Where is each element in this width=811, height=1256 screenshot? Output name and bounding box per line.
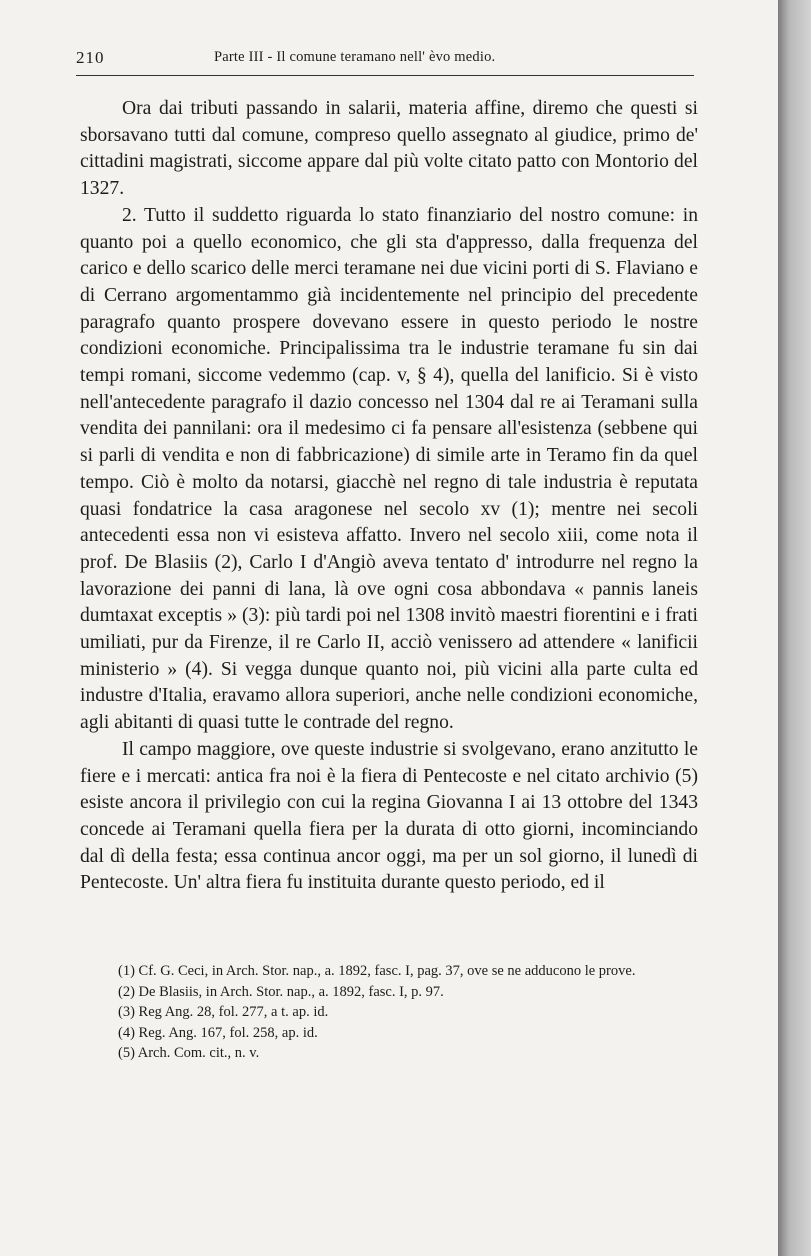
- paragraph-1: Ora dai tributi passando in salarii, materia affine, diremo che questi si sborsavano tutti dal comune, compreso quello assegnato al giudice, primo de' cittadini magistrati, siccome appare dal più volte citato patto con Montorio del 1327.: [80, 98, 698, 200]
- footnote-2: (2) De Blasiis, in Arch. Stor. nap., a. 1892, fasc. I, p. 97.: [118, 983, 444, 1000]
- footnote-3: (3) Reg Ang. 28, fol. 277, a t. ap. id.: [118, 1004, 329, 1020]
- header-rule: [76, 75, 694, 76]
- paragraph-3: Il campo maggiore, ove queste industrie si svolgevano, erano anzitutto le fiere e i mercati: antica fra noi è la fiera di Pentecoste e nel citato archivio (5) esiste ancora il privilegio con cui la regina Giovanna I ai 13 ottobre del 1343 concede ai Teramani quella fiera per la durata di otto giorni, incominciando dal dì della festa; essa continua ancor oggi, ma per un sol giorno, il lunedì di Pentecoste. Un' altra fiera fu instituita durante questo periodo, ed il: [80, 738, 698, 894]
- body-text: [80, 96, 698, 897]
- running-head: Parte III - Il comune teramano nell' èvo medio.: [214, 49, 496, 65]
- footnote-5: (5) Arch. Com. cit., n. v.: [118, 1045, 260, 1061]
- paragraph-2: 2. Tutto il suddetto riguarda lo stato finanziario del nostro comune: in quanto poi a quello economico, che gli sta d'appresso, dalla frequenza del carico e dello scarico delle merci teramane nei due vicini porti di S. Flaviano e di Cerrano argomentammo già incidentemente nel principio del precedente paragrafo quanto prospere dovevano essere in questo periodo le nostre condizioni economiche. Principalissima tra le industrie teramane fu sin dai tempi romani, siccome vedemmo (cap. v, § 4), quella del lanificio. Si è visto nell'antecedente paragrafo il dazio concesso nel 1304 dal re ai Teramani sulla vendita dei pannilani: ora il medesimo ci fa pensare all'esistenza (sebbene qui si parli di vendita e non di fabbricazione) di simile arte in Teramo fin da quel tempo. Ciò è molto da notarsi, giacchè nel regno di tale industria è reputata quasi fondatrice la casa aragonese nel secolo xv (1); mentre nei secoli antecedenti essa non vi esisteva affatto. Invero nel secolo xiii, come nota il prof. De Blasiis (2), Carlo I d'Angiò aveva tentato d' introdurre nel regno la lavorazione dei panni di lana, là ove ogni cosa abbondava « pannis laneis dumtaxat exceptis » (3): più tardi poi nel 1308 invitò maestri fiorentini e i frati umiliati, pur da Firenze, il re Carlo II, acciò venissero ad attendere « lanificii ministerio » (4). Si vegga dunque quanto noi, più vicini alla parte culta ed industre d'Italia, eravamo allora superiori, anche nelle condizioni economiche, agli abitanti di quasi tutte le contrade del regno.: [80, 204, 698, 734]
- footnote-1: (1) Cf. G. Ceci, in Arch. Stor. nap., a. 1892, fasc. I, pag. 37, ove se ne adducono le prove.: [118, 963, 636, 979]
- footnote-4: (4) Reg. Ang. 167, fol. 258, ap. id.: [118, 1024, 318, 1041]
- binding-shadow: [778, 0, 811, 1256]
- footnotes: [118, 961, 702, 1064]
- page-number: 210: [76, 48, 105, 67]
- page-header: [76, 48, 694, 72]
